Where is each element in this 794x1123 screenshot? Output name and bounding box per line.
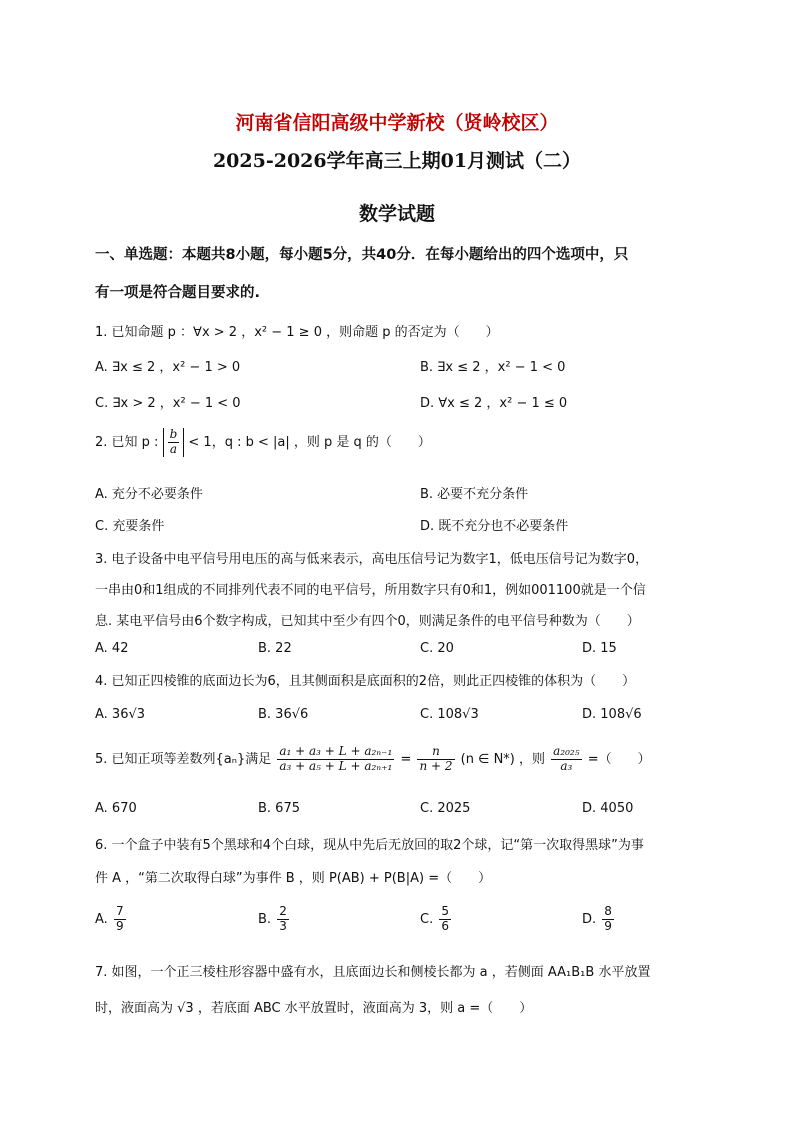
q2-option-d: D. 既不充分也不必要条件 [420, 519, 569, 534]
q6-option-d-num: 8 [604, 904, 612, 918]
q1-option-a: A. ∃x ≤ 2 ，x² − 1 > 0 [95, 360, 241, 375]
q2-option-a: A. 充分不必要条件 [95, 487, 203, 502]
q5-suffix: =（ ） [587, 751, 651, 767]
school-name: 河南省信阳高级中学新校（贤岭校区） [235, 112, 559, 134]
q5-prefix: 5. 已知正项等差数列{aₙ}满足 [95, 751, 272, 767]
q5-frac1-num: a₁ + a₃ + L + a₂ₙ₋₁ [279, 744, 393, 758]
q6-option-d-den: 9 [604, 918, 612, 933]
q2-stem [95, 428, 431, 457]
q6-option-b-fraction [277, 905, 289, 934]
q6-line1: 6. 一个盒子中装有5个黑球和4个白球，现从中先后无放回的取2个球，记“第一次取得黑球”为事 [95, 838, 644, 853]
q6-option-a-fraction [114, 905, 126, 934]
q5-mid: (n ∈ N*) ，则 [460, 751, 546, 767]
q2-frac-den: a [169, 441, 177, 456]
q6-option-a-den: 9 [115, 918, 124, 933]
subject-title: 数学试题 [358, 203, 435, 225]
q5-option-b: B. 675 [258, 801, 300, 816]
q6-option-a-label: A. [95, 911, 108, 927]
q6-option-c-num: 5 [441, 904, 449, 918]
q5-stem [95, 745, 651, 774]
q4-stem: 4. 已知正四棱锥的底面边长为6，且其侧面积是底面积的2倍，则此正四棱锥的体积为（ ） [95, 674, 636, 689]
q5-equals: = [400, 751, 412, 767]
q5-fraction-n [417, 745, 454, 774]
q3-line3: 息. 某电平信号由6个数字构成，已知其中至少有四个0，则满足条件的电平信号种数为（ ） [95, 614, 640, 629]
q6-option-c-label: C. [420, 911, 434, 927]
q2-suffix: < 1，q : b < |a| ，则 p 是 q 的（ ） [188, 434, 431, 450]
q5-frac1-den: a₃ + a₅ + L + a₂ₙ₊₁ [279, 758, 393, 773]
q6-option-a [95, 905, 128, 934]
q6-line2: 件 A ，“第二次取得白球”为事件 B ，则 P(AB) + P(B|A) =（ ） [95, 871, 492, 886]
q5-fraction-ratio [551, 745, 581, 774]
q3-option-d: D. 15 [582, 641, 617, 656]
q5-frac3-den: a₃ [560, 758, 573, 773]
q7-line2: 时，液面高为 √3 ，若底面 ABC 水平放置时，液面高为 3，则 a =（ ） [95, 1001, 533, 1016]
q1-stem: 1. 已知命题 p ：∀x > 2 ，x² − 1 ≥ 0 ，则命题 p 的否定为（ ） [95, 325, 499, 340]
q6-option-c-den: 6 [441, 918, 449, 933]
q4-option-b: B. 36√6 [258, 707, 309, 722]
exam-title: 2025-2026学年高三上期01月测试（二） [212, 150, 582, 172]
q6-option-c-fraction [439, 905, 451, 934]
q5-option-c: C. 2025 [420, 801, 471, 816]
q4-option-d: D. 108√6 [582, 707, 642, 722]
q5-option-d: D. 4050 [582, 801, 634, 816]
q5-fraction-sum [277, 745, 394, 774]
q6-option-c [420, 905, 453, 934]
q5-option-a: A. 670 [95, 801, 137, 816]
q6-option-d [582, 905, 616, 934]
q5-frac2-den: n + 2 [419, 758, 453, 773]
q6-option-b-den: 3 [279, 918, 287, 933]
q1-option-b: B. ∃x ≤ 2 ，x² − 1 < 0 [420, 360, 566, 375]
q3-option-a: A. 42 [95, 641, 129, 656]
q4-option-a: A. 36√3 [95, 707, 146, 722]
q2-abs-fraction [163, 428, 185, 457]
q6-option-b [258, 905, 291, 934]
section-heading-line1: 一、单选题：本题共8小题，每小题5分，共40分．在每小题给出的四个选项中，只 [95, 247, 629, 263]
q2-option-b: B. 必要不充分条件 [420, 487, 529, 502]
q5-frac3-num: a₂₀₂₅ [553, 744, 580, 758]
q3-option-b: B. 22 [258, 641, 292, 656]
q5-frac2-num: n [417, 745, 454, 760]
q3-line2: 一串由0和1组成的不同排列代表不同的电平信号，所用数字只有0和1，例如001100就是一个信 [95, 583, 646, 598]
q7-line1: 7. 如图，一个正三棱柱形容器中盛有水，且底面边长和侧棱长都为 a ，若侧面 AA₁B₁B 水平放置 [95, 965, 651, 980]
q1-option-d: D. ∀x ≤ 2 ，x² − 1 ≤ 0 [420, 396, 568, 411]
section-heading-line2: 有一项是符合题目要求的. [95, 285, 261, 301]
q2-prefix: 2. 已知 p : [95, 434, 159, 450]
q6-option-b-label: B. [258, 911, 272, 927]
q2-option-c: C. 充要条件 [95, 519, 165, 534]
q4-option-c: C. 108√3 [420, 707, 479, 722]
q6-option-b-num: 2 [279, 904, 287, 918]
q3-option-c: C. 20 [420, 641, 454, 656]
q1-option-c: C. ∃x > 2 ，x² − 1 < 0 [95, 396, 241, 411]
q3-line1: 3. 电子设备中电平信号用电压的高与低来表示，高电压信号记为数字1，低电压信号记为数字0， [95, 552, 649, 567]
q6-option-d-label: D. [582, 911, 597, 927]
q6-option-d-fraction [602, 905, 614, 934]
q2-frac-num: b [169, 427, 178, 441]
q6-option-a-num: 7 [115, 904, 124, 918]
